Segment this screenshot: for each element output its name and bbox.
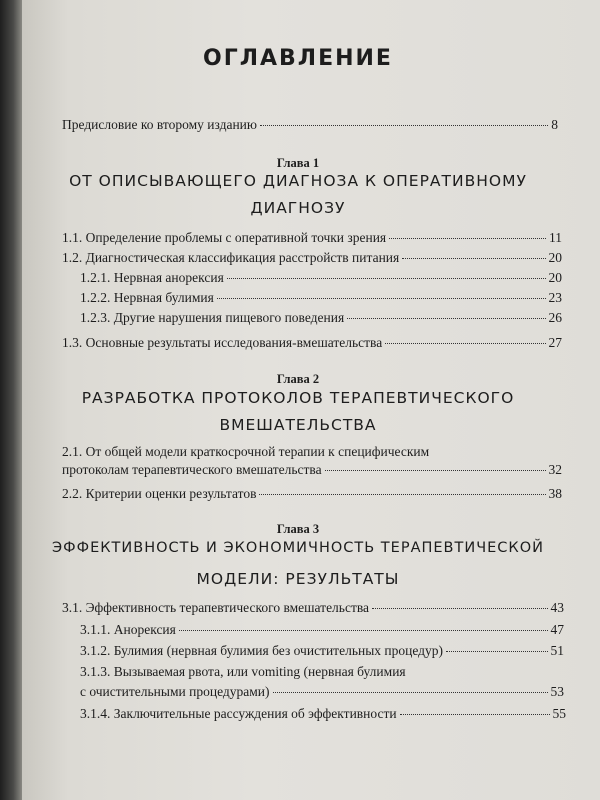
toc-entry-label: 1.2.3. Другие нарушения пищевого поведения bbox=[80, 310, 345, 325]
chapter-heading: Глава 3 bbox=[276, 522, 320, 536]
toc-entry-label: 3.1.2. Булимия (нервная булимия без очистительных процедур) bbox=[80, 643, 444, 658]
toc-subentry bbox=[80, 643, 564, 659]
toc-entry-page: 53 bbox=[550, 684, 564, 699]
dot-leader bbox=[259, 494, 545, 495]
toc-entry bbox=[62, 230, 562, 246]
toc-entry-page: 47 bbox=[550, 622, 564, 637]
toc-subentry bbox=[80, 310, 562, 326]
dot-leader bbox=[372, 608, 547, 609]
dot-leader bbox=[325, 470, 546, 471]
toc-entry-label: 1.2.1. Нервная анорексия bbox=[80, 270, 224, 285]
toc-entry-page: 32 bbox=[548, 462, 562, 477]
toc-entry-page: 51 bbox=[550, 643, 564, 658]
dot-leader bbox=[227, 278, 546, 279]
toc-entry bbox=[62, 486, 562, 502]
dot-leader bbox=[179, 630, 548, 631]
toc-entry-label: 3.1. Эффективность терапевтического вмешательства bbox=[62, 600, 370, 615]
toc-entry-page: 27 bbox=[548, 335, 562, 350]
toc-entry-label: Предисловие ко второму изданию bbox=[62, 117, 257, 132]
toc-entry-label: 3.1.1. Анорексия bbox=[80, 622, 176, 637]
toc-subentry bbox=[80, 622, 564, 638]
chapter-title-line: ЭФФЕКТИВНОСТЬ И ЭКОНОМИЧНОСТЬ ТЕРАПЕВТИЧЕСКОЙ bbox=[52, 540, 544, 556]
toc-entry-label: 1.2. Диагностическая классификация расстройств питания bbox=[62, 250, 400, 265]
dot-leader bbox=[347, 318, 545, 319]
dot-leader bbox=[385, 343, 545, 344]
toc-subentry bbox=[80, 684, 564, 700]
dot-leader bbox=[446, 651, 547, 652]
chapter-title-line: МОДЕЛИ: РЕЗУЛЬТАТЫ bbox=[196, 570, 400, 588]
book-page bbox=[22, 0, 600, 800]
chapter-title-line: РАЗРАБОТКА ПРОТОКОЛОВ ТЕРАПЕВТИЧЕСКОГО bbox=[81, 389, 515, 407]
chapter-heading: Глава 2 bbox=[276, 372, 320, 386]
toc-entry-label: 2.2. Критерии оценки результатов bbox=[62, 486, 257, 501]
toc-entry-page: 23 bbox=[548, 290, 562, 305]
dot-leader bbox=[400, 714, 550, 715]
toc-entry bbox=[62, 335, 562, 351]
toc-entry-label: 1.3. Основные результаты исследования-вмешательства bbox=[62, 335, 383, 350]
dot-leader bbox=[273, 692, 548, 693]
toc-entry-label: 1.2.2. Нервная булимия bbox=[80, 290, 214, 305]
toc-entry bbox=[62, 250, 562, 266]
toc-entry-label: протоколам терапевтического вмешательства bbox=[62, 462, 322, 477]
toc-entry-page: 11 bbox=[549, 230, 562, 245]
toc-entry-page: 43 bbox=[550, 600, 564, 615]
toc-entry-label: 1.1. Определение проблемы с оперативной точки зрения bbox=[62, 230, 387, 245]
toc-entry-preface bbox=[62, 117, 558, 133]
toc-subentry bbox=[80, 270, 562, 286]
toc-entry-label-line: 2.1. От общей модели краткосрочной терапии к специфическим bbox=[62, 444, 430, 459]
toc-entry-page: 8 bbox=[551, 117, 558, 132]
chapter-title-line: ВМЕШАТЕЛЬСТВА bbox=[219, 416, 377, 434]
toc-entry-page: 55 bbox=[552, 706, 566, 721]
toc-entry bbox=[62, 600, 564, 616]
book-spine-shadow bbox=[0, 0, 22, 800]
toc-entry-label-line: 3.1.3. Вызываемая рвота, или vomiting (нервная булимия bbox=[80, 664, 406, 679]
toc-entry-page: 20 bbox=[548, 270, 562, 285]
chapter-title-line: ДИАГНОЗУ bbox=[250, 199, 346, 217]
dot-leader bbox=[389, 238, 546, 239]
toc-entry-label: с очистительными процедурами) bbox=[80, 684, 270, 699]
toc-entry-label: 3.1.4. Заключительные рассуждения об эффективности bbox=[80, 706, 397, 721]
toc-subentry bbox=[80, 706, 566, 722]
toc-subentry bbox=[80, 290, 562, 306]
dot-leader bbox=[217, 298, 546, 299]
dot-leader bbox=[260, 125, 548, 126]
chapter-heading: Глава 1 bbox=[276, 156, 320, 170]
chapter-title-line: ОТ ОПИСЫВАЮЩЕГО ДИАГНОЗА К ОПЕРАТИВНОМУ bbox=[69, 172, 527, 190]
page-title: ОГЛАВЛЕНИЕ bbox=[203, 46, 393, 71]
toc-entry-page: 38 bbox=[548, 486, 562, 501]
toc-entry-page: 26 bbox=[548, 310, 562, 325]
dot-leader bbox=[402, 258, 545, 259]
toc-entry bbox=[62, 462, 562, 478]
toc-entry-page: 20 bbox=[548, 250, 562, 265]
